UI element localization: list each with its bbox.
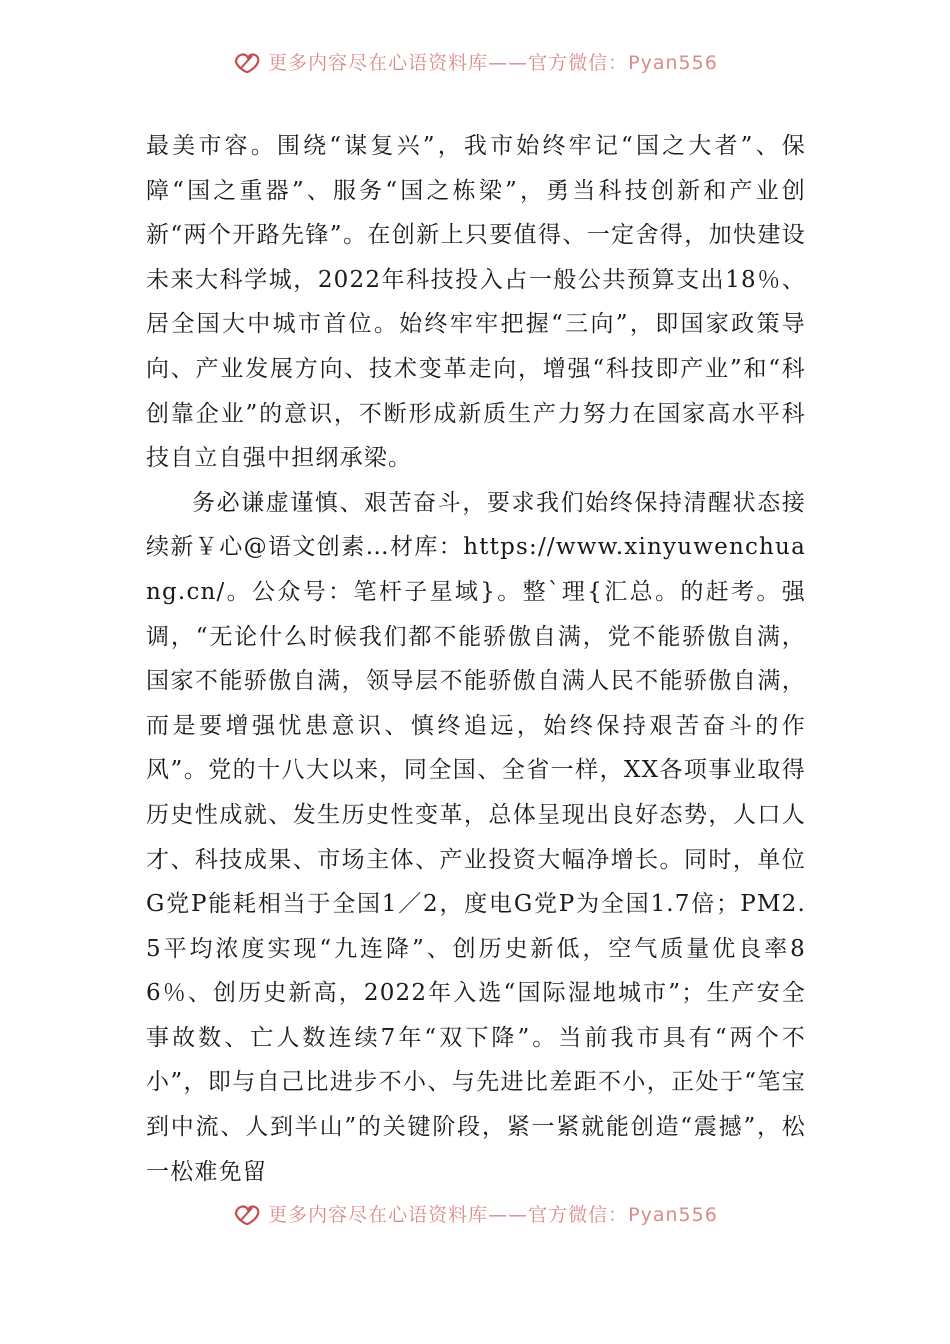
header-watermark [0, 52, 950, 88]
footer-watermark [0, 1204, 950, 1240]
watermark-text: 更多内容尽在心语资料库——官方微信：Pyan556 [268, 1204, 718, 1226]
paragraph-2: 务必谦虚谨慎、艰苦奋斗，要求我们始终保持清醒状态接续新￥心@语文创素…材库：https://www.xinyuwenchuang.cn/。公众号：笔杆子星域}。整`理{汇总。的赶考。强调，“无论什么时候我们都不能骄傲自满，党不能骄傲自满，国家不能骄傲自满，领导层不能骄傲自满人民不能骄傲自满，而是要增强忧患意识、慎终追远，始终保持艰苦奋斗的作风”。党的十八大以来，同全国、全省一样，XX各项事业取得历史性成就、发生历史性变革，总体呈现出良好态势，人口人才、科技成果、市场主体、产业投资大幅净增长。同时，单位G党P能耗相当于全国1／2，度电G党P为全国1.7倍；PM2.5平均浓度实现“九连降”、创历史新低，空气质量优良率86％、创历史新高，2022年入选“国际湿地城市”；生产安全事故数、亡人数连续7年“双下降”。当前我市具有“两个不小”，即与自己比进步不小、与先进比差距不小，正处于“笔宝到中流、人到半山”的关键阶段，紧一紧就能创造“震撼”，松一松难免留 [146, 489, 806, 1185]
watermark-logo-icon [232, 1204, 262, 1226]
watermark-text: 更多内容尽在心语资料库——官方微信：Pyan556 [268, 52, 718, 74]
paragraph-1: 最美市容。围绕“谋复兴”，我市始终牢记“国之大者”、保障“国之重器”、服务“国之栋梁”，勇当科技创新和产业创新“两个开路先锋”。在创新上只要值得、一定舍得，加快建设未来大科学城，2022年科技投入占一般公共预算支出18％、居全国大中城市首位。始终牢牢把握“三向”，即国家政策导向、产业发展方向、技术变革走向，增强“科技即产业”和“科创靠企业”的意识，不断形成新质生产力努力在国家高水平科技自立自强中担纲承梁。 [146, 133, 806, 472]
document-body [146, 124, 806, 1194]
watermark-logo-icon [232, 52, 262, 74]
